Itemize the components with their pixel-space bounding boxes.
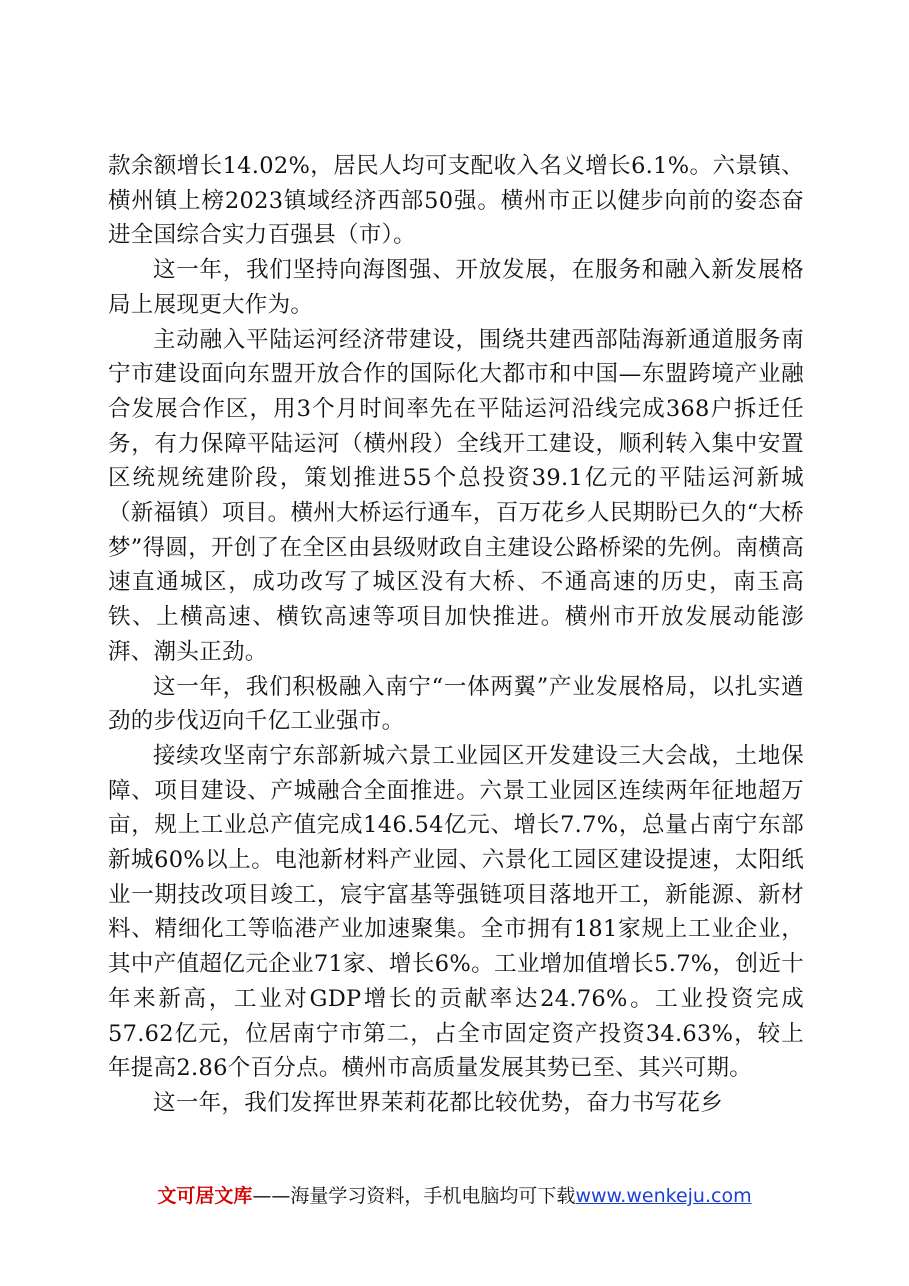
paragraph-5: 接续攻坚南宁东部新城六景工业园区开发建设三大会战，土地保障、项目建设、产城融合全面推进。六景工业园区连续两年征地超万亩，规上工业总产值完成146.54亿元、增长7.7%，总量占南宁东部新城60%以上。电池新材料产业园、六景化工园区建设提速，太阳纸业一期技改项目竣工，宸宇富基等强链项目落地开工，新能源、新材料、精细化工等临港产业加速聚集。全市拥有181家规上工业企业，其中产值超亿元企业71家、增长6%。工业增加值增长5.7%，创近十年来新高，工业对GDP增长的贡献率达24.76%。工业投资完成57.62亿元，位居南宁市第二，占全市固定资产投资34.63%，较上年提高2.86个百分点。横州市高质量发展其势已至、其兴可期。 — [108, 742, 804, 1082]
document-body — [108, 149, 804, 1121]
paragraph-3: 主动融入平陆运河经济带建设，围绕共建西部陆海新通道服务南宁市建设面向东盟开放合作的国际化大都市和中国—东盟跨境产业融合发展合作区，用3个月时间率先在平陆运河沿线完成368户拆迁任务，有力保障平陆运河（横州段）全线开工建设，顺利转入集中安置区统规统建阶段，策划推进55个总投资39.1亿元的平陆运河新城（新福镇）项目。横州大桥运行通车，百万花乡人民期盼已久的“大桥梦”得圆，开创了在全区由县级财政自主建设公路桥梁的先例。南横高速直通城区，成功改写了城区没有大桥、不通高速的历史，南玉高铁、上横高速、横钦高速等项目加快推进。横州市开放发展动能澎湃、潮头正劲。 — [108, 326, 804, 665]
paragraph-4: 这一年，我们积极融入南宁“一体两翼”产业发展格局，以扎实遒劲的步伐迈向千亿工业强市。 — [108, 673, 804, 735]
footer-banner — [0, 1182, 909, 1210]
paragraph-2: 这一年，我们坚持向海图强、开放发展，在服务和融入新发展格局上展现更大作为。 — [108, 257, 804, 318]
paragraph-6: 这一年，我们发挥世界茉莉花都比较优势，奋力书写花乡 — [153, 1089, 724, 1116]
footer-brand: 文可居文库 — [157, 1185, 253, 1207]
paragraph-1: 款余额增长14.02%，居民人均可支配收入名义增长6.1%。六景镇、横州镇上榜2023镇域经济西部50强。横州市正以健步向前的姿态奋进全国综合实力百强县（市）。 — [108, 153, 804, 249]
footer-tagline: ——海量学习资料，手机电脑均可下载 — [252, 1185, 576, 1207]
footer-website-link[interactable]: www.wenkeju.com — [575, 1185, 752, 1207]
